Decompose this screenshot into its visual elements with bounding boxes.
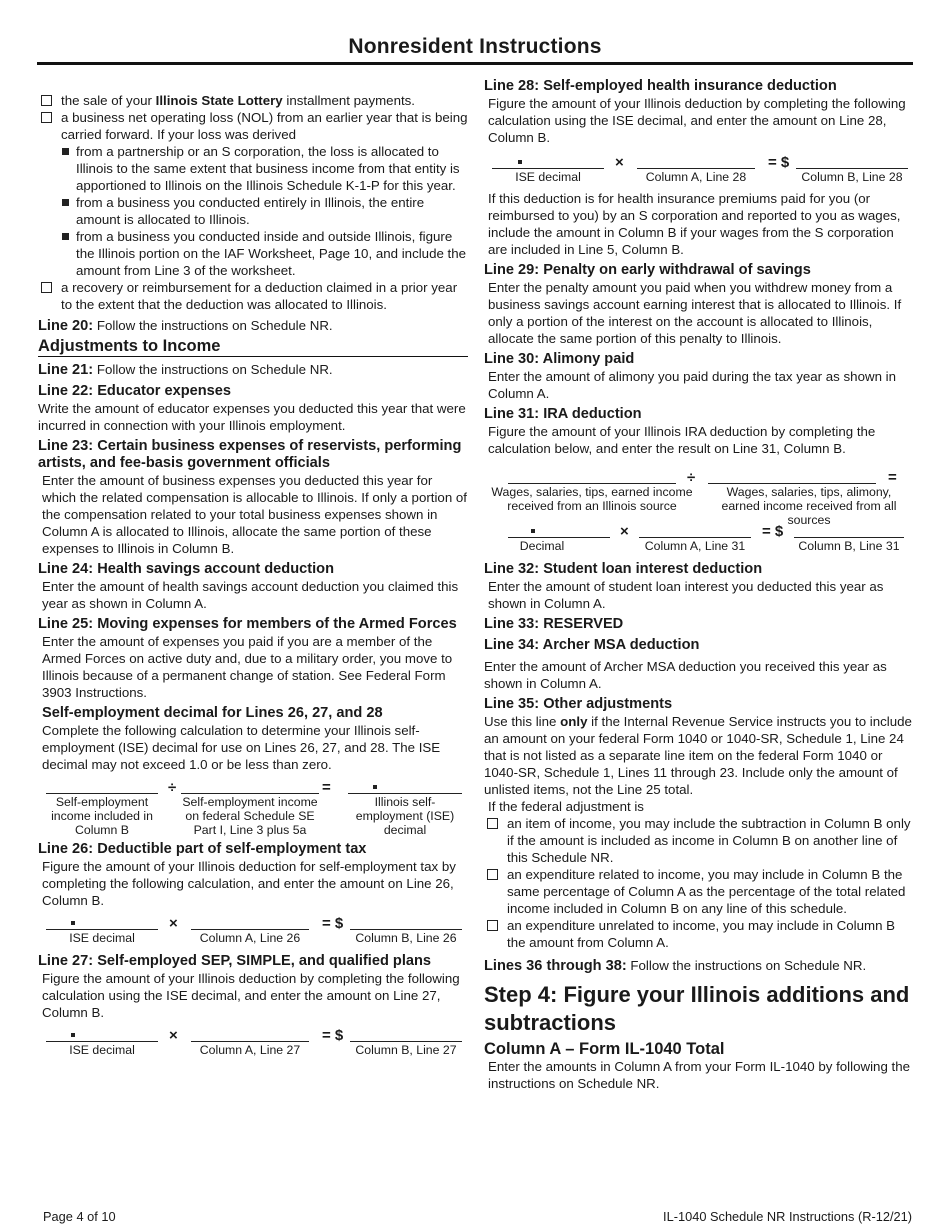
blank-line [508, 483, 676, 484]
list-item: the sale of your Illinois State Lottery installment payments. [38, 92, 468, 109]
line-29-text: Enter the penalty amount you paid when you withdrew money from a business savings account earning interest that is allocated to Illinois. If only a portion of the interest on the account is allocated to Illinois, allocate the same portion of this penalty to Illinois. [488, 280, 902, 346]
line-24-heading: Line 24: Health savings account deduction [38, 561, 334, 577]
line-23-text: Enter the amount of business expenses you deducted this year for which the related compensation is allocable to Illinois. If only a portion of the compensation related to your total business expenses shown in Column A is allocated to Illinois, allocate the same portion of these expenses to Illinois in Column B. [42, 473, 468, 556]
line-34-heading: Line 34: Archer MSA deduction [484, 637, 700, 653]
line-26-heading: Line 26: Deductible part of self-employment tax [38, 841, 367, 857]
se-decimal-calculation [38, 779, 468, 837]
blank-line [796, 168, 908, 169]
times-sign: × [169, 1027, 178, 1044]
equals-dollar-sign: = $ [762, 523, 784, 540]
calc-caption: Wages, salaries, tips, earned income received from an Illinois source [491, 485, 693, 513]
calc-caption: Wages, salaries, tips, alimony, earned income received from all sources [721, 485, 897, 527]
checkbox-icon [487, 920, 498, 931]
equals-sign: = [888, 469, 897, 486]
form-reference: IL-1040 Schedule NR Instructions (R-12/21) [663, 1209, 912, 1224]
blank-line [46, 1041, 158, 1042]
line-35-if: If the federal adjustment is [488, 799, 644, 814]
decimal-point [71, 921, 75, 925]
line-31-ratio [484, 469, 914, 527]
line-32-text: Enter the amount of student loan interest you deducted this year as shown in Column A. [488, 579, 884, 611]
decimal-point [373, 785, 377, 789]
line-30-text: Enter the amount of alimony you paid during the tax year as shown in Column A. [488, 369, 897, 401]
line-31-text: Figure the amount of your Illinois IRA deduction by completing the calculation below, and enter the result on Line 31, Column B. [488, 424, 876, 456]
lines-36-38: Lines 36 through 38: Follow the instructions on Schedule NR. [484, 958, 867, 974]
list-item: a recovery or reimbursement for a deduction claimed in a prior year to the extent that the deduction was allocated to Illinois. [38, 279, 468, 313]
line-27-calculation [38, 1027, 468, 1061]
line-21: Line 21: Follow the instructions on Schedule NR. [38, 362, 333, 378]
calc-caption: Column A, Line 31 [644, 539, 746, 553]
line-26-calculation [38, 915, 468, 949]
list-item: an expenditure related to income, you may include in Column B the same percentage of Column A as the percentage of the total related income included in Column B on any line of this schedule. [484, 866, 914, 917]
adjustments-heading: Adjustments to Income [38, 338, 468, 357]
line-31-heading: Line 31: IRA deduction [484, 406, 642, 422]
line-29-heading: Line 29: Penalty on early withdrawal of savings [484, 262, 811, 278]
line-33-heading: Line 33: RESERVED [484, 616, 624, 632]
column-a-heading: Column A – Form IL-1040 Total [484, 1040, 725, 1058]
calc-caption: Self-employment income included in Column B [51, 795, 153, 837]
step-4-heading: Step 4: Figure your Illinois additions and subtractions [484, 982, 910, 1035]
line-27-heading: Line 27: Self-employed SEP, SIMPLE, and qualified plans [38, 953, 432, 969]
list-item: an item of income, you may include the subtraction in Column B only if the amount is included as income in Column B on another line of this Schedule NR. [484, 815, 914, 866]
calc-caption: ISE decimal [69, 931, 135, 945]
line-35-text: Use this line only if the Internal Revenue Service instructs you to include an amount on your federal Form 1040 or 1040-SR, Schedule 1, Line 24 that is not listed as a separate line item on the federal Form 1040 or 1040-SR, Schedule 1, Lines 11 through 23. Include only the amount of unlisted items, not the Line 25 total. [484, 714, 912, 797]
square-bullet-icon [62, 148, 69, 155]
calc-caption: ISE decimal [515, 170, 581, 184]
blank-line [46, 929, 158, 930]
se-decimal-heading: Self-employment decimal for Lines 26, 27, and 28 [42, 705, 383, 721]
sub-list-item: from a business you conducted inside and outside Illinois, figure the Illinois portion on the IAF Worksheet, Page 10, and include the amount from Line 3 of the worksheet. [38, 228, 468, 279]
blank-line [492, 168, 604, 169]
checkbox-icon [41, 282, 52, 293]
decimal-point [531, 529, 535, 533]
line-28-calculation [484, 154, 914, 188]
line-31-calculation [484, 523, 914, 557]
calc-caption: ISE decimal [69, 1043, 135, 1057]
title-rule [37, 62, 913, 65]
blank-line [46, 793, 158, 794]
line-22-heading: Line 22: Educator expenses [38, 383, 232, 399]
equals-dollar-sign: = $ [768, 154, 790, 171]
sub-list-item: from a partnership or an S corporation, the loss is allocated to Illinois to the same extent that business income from that entity is apportioned to Illinois on the Illinois Schedule K-1-P for this year. [38, 143, 468, 194]
equals-dollar-sign: = $ [322, 915, 344, 932]
blank-line [181, 793, 319, 794]
checkbox-icon [487, 818, 498, 829]
left-column [38, 78, 468, 1063]
blank-line [508, 537, 610, 538]
line-23-heading: Line 23: Certain business expenses of reservists, performing artists, and fee-basis government officials [38, 438, 462, 471]
line-24-text: Enter the amount of health savings account deduction you claimed this year as shown in Column A. [42, 579, 459, 611]
blank-line [708, 483, 876, 484]
times-sign: × [620, 523, 629, 540]
calc-caption: Column B, Line 28 [801, 170, 903, 184]
checkbox-icon [41, 112, 52, 123]
line-20: Line 20: Follow the instructions on Schedule NR. [38, 318, 333, 334]
times-sign: × [615, 154, 624, 171]
calc-caption: Column A, Line 26 [199, 931, 301, 945]
square-bullet-icon [62, 199, 69, 206]
line-28-text: Figure the amount of your Illinois deduction by completing the following calculation using the ISE decimal, and enter the amount on Line 28, Column B. [488, 96, 906, 145]
blank-line [794, 537, 904, 538]
line-25-text: Enter the amount of expenses you paid if you are a member of the Armed Forces on active duty and, due to a military order, you move to Illinois because of a permanent change of station. See Federal Form 3903 Instructions. [42, 634, 453, 700]
equals-sign: = [322, 779, 331, 796]
line-28-text-2: If this deduction is for health insurance premiums paid for you (or reimbursed to you) by an S corporation and reported to you as wages, include the amount in Column B if your wages from the S corporation are included in Line 5, Column B. [488, 191, 901, 257]
line-34-text: Enter the amount of Archer MSA deduction you received this year as shown in Column A. [484, 659, 887, 691]
calc-caption: Column A, Line 28 [645, 170, 747, 184]
times-sign: × [169, 915, 178, 932]
line-35-heading: Line 35: Other adjustments [484, 696, 673, 712]
line-30-heading: Line 30: Alimony paid [484, 351, 635, 367]
calc-caption: Self-employment income on federal Schedule SE Part I, Line 3 plus 5a [182, 795, 318, 837]
calc-caption: Column B, Line 26 [355, 931, 457, 945]
blank-line [191, 929, 309, 930]
checkbox-icon [487, 869, 498, 880]
calc-caption: Decimal [519, 539, 565, 553]
page-title: Nonresident Instructions [348, 35, 602, 58]
blank-line [639, 537, 751, 538]
blank-line [191, 1041, 309, 1042]
page-number: Page 4 of 10 [43, 1209, 116, 1224]
column-a-text: Enter the amounts in Column A from your Form IL-1040 by following the instructions on Schedule NR. [488, 1059, 911, 1091]
decimal-point [71, 1033, 75, 1037]
square-bullet-icon [62, 233, 69, 240]
calc-caption: Column B, Line 27 [355, 1043, 457, 1057]
calc-caption: Column B, Line 31 [798, 539, 900, 553]
list-item: a business net operating loss (NOL) from an earlier year that is being carried forward. If your loss was derived [38, 109, 468, 143]
decimal-point [518, 160, 522, 164]
line-26-text: Figure the amount of your Illinois deduction for self-employment tax by completing the following calculation, and enter the amount on Line 26, Column B. [42, 859, 456, 908]
blank-line [350, 1041, 462, 1042]
sub-list-item: from a business you conducted entirely in Illinois, the entire amount is allocated to Illinois. [38, 194, 468, 228]
divide-sign: ÷ [168, 779, 177, 796]
calc-caption: Column A, Line 27 [199, 1043, 301, 1057]
checkbox-icon [41, 95, 52, 106]
line-22-text: Write the amount of educator expenses you deducted this year that were incurred in connection with your Illinois employment. [38, 401, 466, 433]
blank-line [637, 168, 755, 169]
line-25-heading: Line 25: Moving expenses for members of the Armed Forces [38, 616, 457, 632]
list-item: an expenditure unrelated to income, you may include in Column B the amount from Column A. [484, 917, 914, 951]
line-32-heading: Line 32: Student loan interest deduction [484, 561, 763, 577]
blank-line [350, 929, 462, 930]
right-column [484, 78, 914, 1092]
calc-caption: Illinois self-employment (ISE) decimal [355, 795, 455, 837]
se-decimal-text: Complete the following calculation to determine your Illinois self-employment (ISE) decimal for use on Lines 26, 27, and 28. The ISE decimal may not exceed 1.0 or be less than zero. [42, 723, 441, 772]
line-28-heading: Line 28: Self-employed health insurance deduction [484, 78, 837, 94]
divide-sign: ÷ [687, 469, 696, 486]
line-27-text: Figure the amount of your Illinois deduction by completing the following calculation using the ISE decimal, and enter the amount on Line 27, Column B. [42, 971, 460, 1020]
equals-dollar-sign: = $ [322, 1027, 344, 1044]
blank-line [348, 793, 462, 794]
